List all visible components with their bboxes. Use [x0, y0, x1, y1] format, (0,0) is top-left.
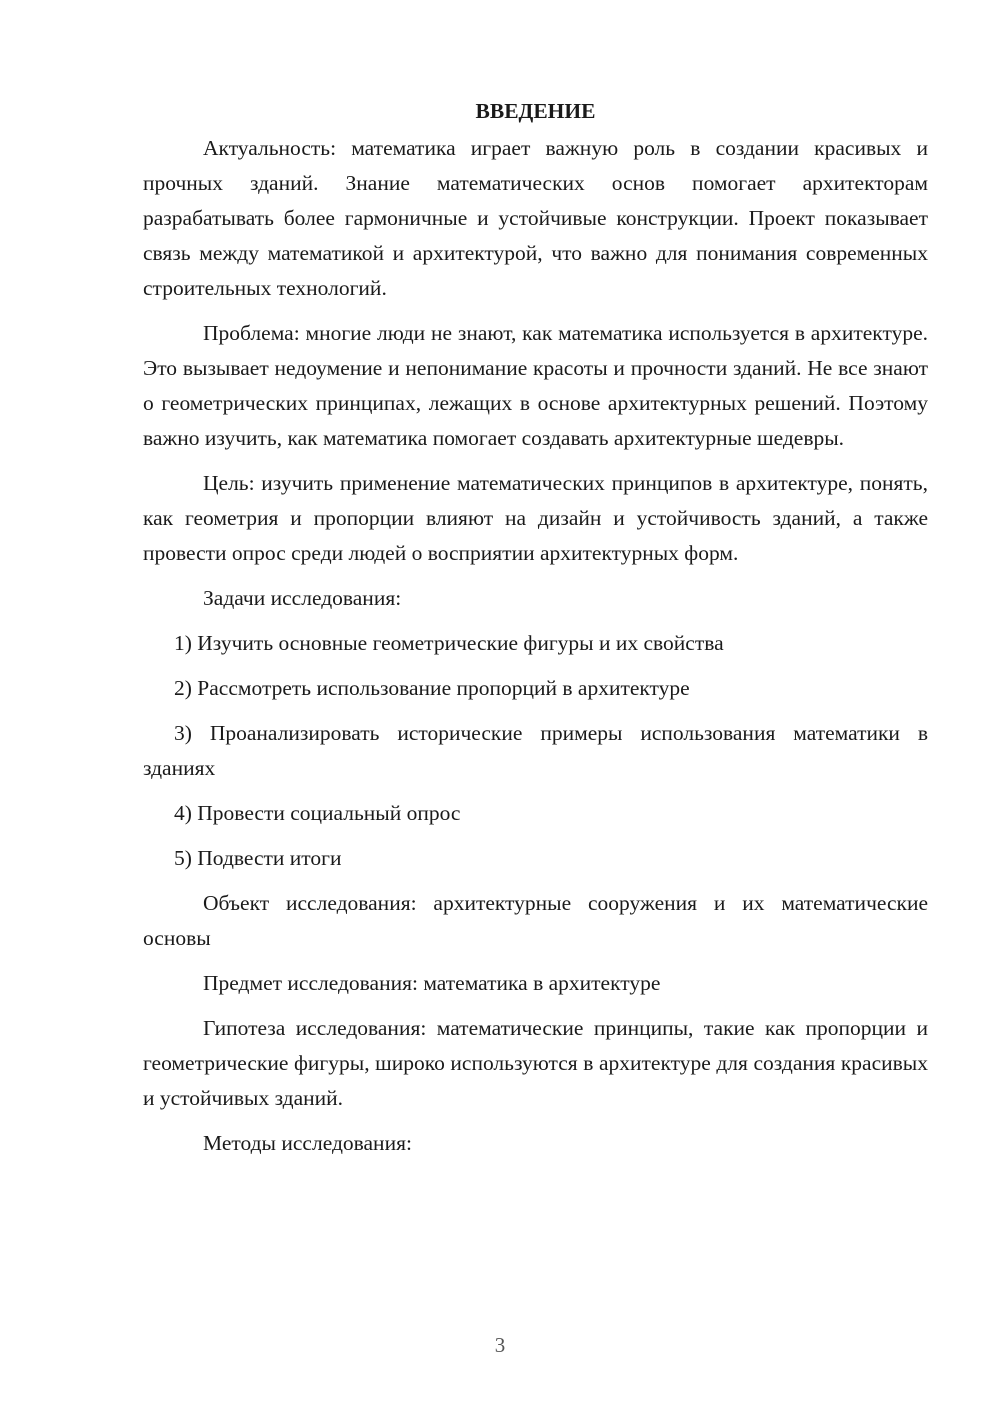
page-number: 3 — [494, 1333, 506, 1357]
paragraph-relevance: Актуальность: математика играет важную роль в создании красивых и прочных зданий. Знание математических основ помогает архитекторам разрабатывать более гармоничные и устойчивые конструкции. Проект показывает связь между математикой и архитектурой, что важно для понимания современных строительных технологий. — [143, 136, 928, 300]
list-item: 3) Проанализировать исторические примеры использования математики в зданиях — [143, 721, 928, 780]
list-item: 2) Рассмотреть использование пропорций в архитектуре — [174, 676, 690, 700]
paragraph-methods: Методы исследования: — [203, 1131, 412, 1155]
paragraph-goal: Цель: изучить применение математических принципов в архитектуре, понять, как геометрия и пропорции влияют на дизайн и устойчивость зданий, а также провести опрос среди людей о восприятии архитектурных форм. — [143, 471, 928, 565]
list-item: 4) Провести социальный опрос — [174, 801, 461, 825]
list-item: 1) Изучить основные геометрические фигуры и их свойства — [174, 631, 724, 655]
tasks-list — [143, 626, 928, 876]
paragraph-subject: Предмет исследования: математика в архитектуре — [203, 971, 661, 995]
document-page — [143, 93, 928, 1171]
paragraph-hypothesis: Гипотеза исследования: математические принципы, такие как пропорции и геометрические фигуры, широко используются в архитектуре для создания красивых и устойчивых зданий. — [143, 1016, 928, 1110]
section-title: ВВЕДЕНИЕ — [475, 99, 596, 123]
paragraph-object: Объект исследования: архитектурные сооружения и их математические основы — [143, 891, 928, 950]
list-item: 5) Подвести итоги — [174, 846, 342, 870]
paragraph-problem: Проблема: многие люди не знают, как математика используется в архитектуре. Это вызывает недоумение и непонимание красоты и прочности зданий. Не все знают о геометрических принципах, лежащих в основе архитектурных решений. Поэтому важно изучить, как математика помогает создавать архитектурные шедевры. — [143, 321, 928, 450]
tasks-heading: Задачи исследования: — [203, 586, 402, 610]
